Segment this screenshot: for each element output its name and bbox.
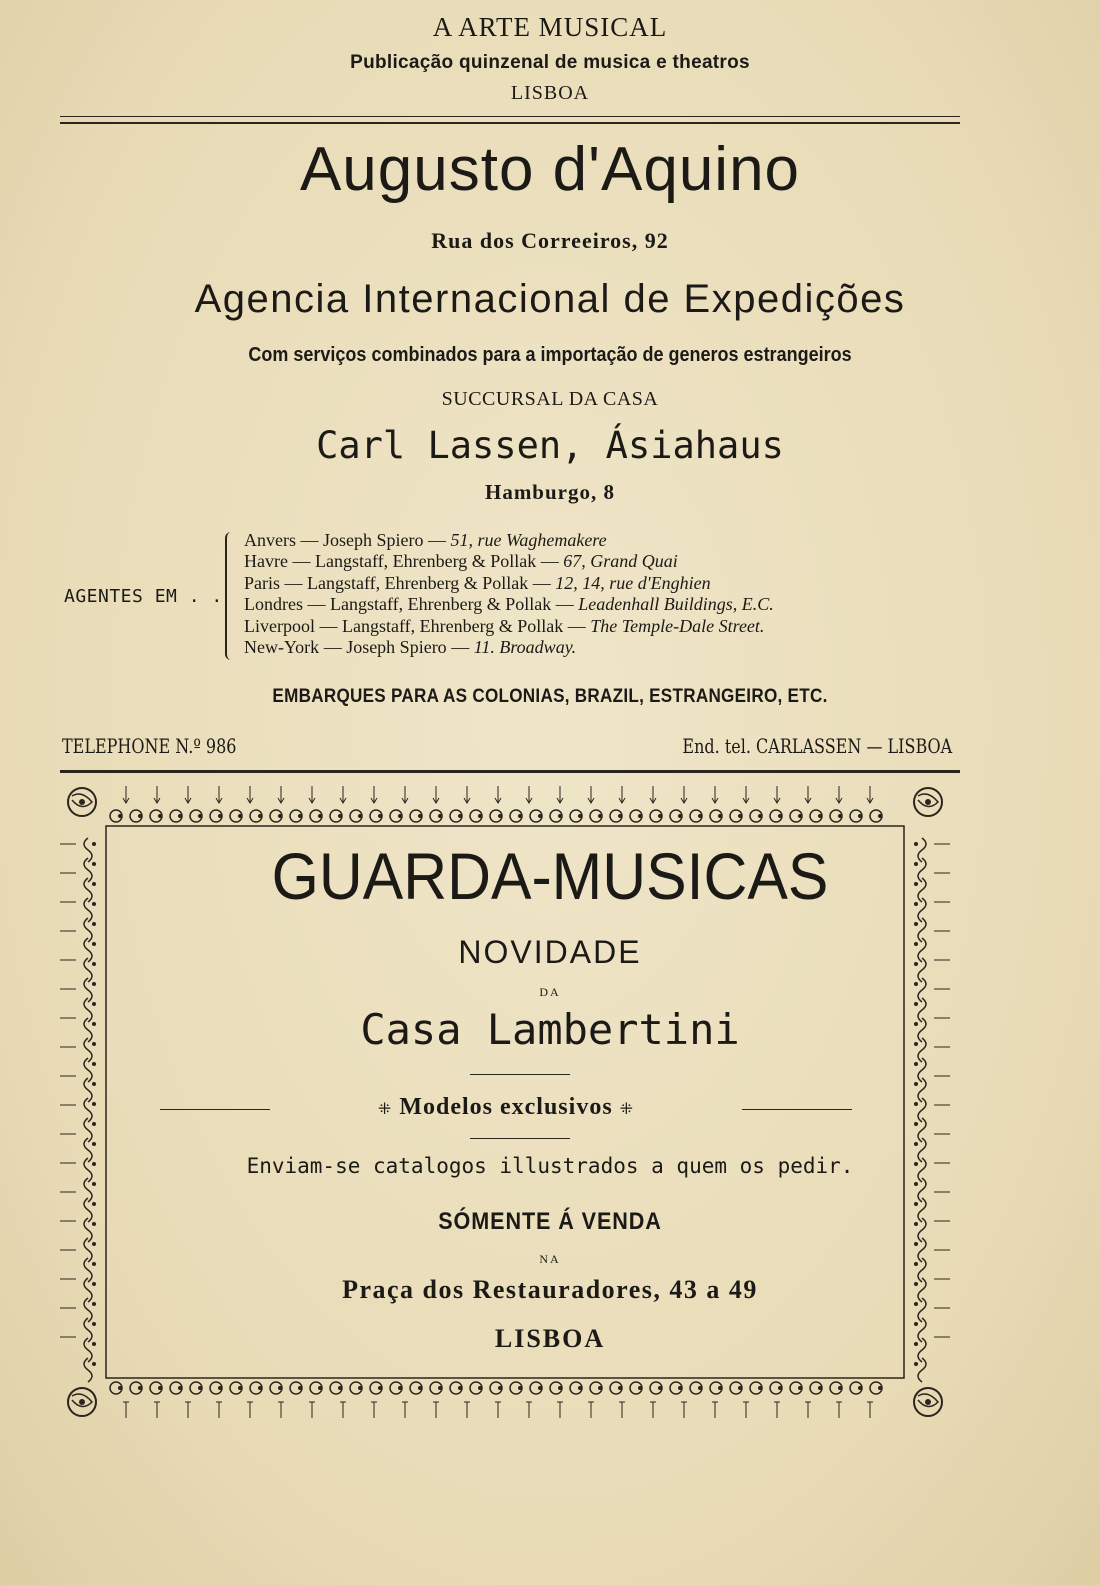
firm-name: Casa Lambertini	[360, 1005, 740, 1054]
telephone-number: TELEPHONE N.º 986	[62, 734, 237, 758]
agents-brace	[225, 532, 237, 660]
shipping-line: EMBARQUES PARA AS COLONIAS, BRAZIL, ESTRANGEIRO, ETC.	[272, 686, 828, 707]
da-label: DA	[539, 985, 561, 999]
list-item: Havre — Langstaff, Ehrenberg & Pollak — 67, Grand Quai	[244, 551, 678, 572]
novidade-label: NOVIDADE	[458, 934, 642, 970]
agents-label: AGENTES EM . .	[64, 586, 223, 607]
succursal-line: SUCCURSAL DA CASA	[441, 388, 659, 410]
agency-title: Agencia Internacional de Expedições	[194, 277, 906, 321]
sold-only-label: SÓMENTE Á VENDA	[438, 1208, 662, 1235]
advert-headline: GUARDA-MUSICAS	[271, 839, 829, 913]
fleuron-icon: ⁜	[377, 1099, 393, 1118]
shop-city: LISBOA	[494, 1324, 606, 1353]
services-line: Com serviços combinados para a importação de generos estrangeiros	[248, 344, 852, 366]
advertiser-street: Rua dos Correeiros, 92	[431, 228, 669, 253]
catalogue-note: Enviam-se catalogos illustrados a quem os pedir.	[246, 1154, 854, 1178]
double-rule	[60, 116, 960, 124]
models-row	[160, 1094, 852, 1124]
parent-address: Hamburgo, 8	[484, 480, 615, 504]
divider	[470, 1074, 570, 1075]
divider	[470, 1138, 570, 1139]
masthead-title: A ARTE MUSICAL	[432, 12, 668, 42]
telegraph-address: End. tel. CARLASSEN — LISBOA	[682, 734, 952, 758]
masthead-subtitle: Publicação quinzenal de musica e theatros	[350, 52, 750, 73]
list-item: Londres — Langstaff, Ehrenberg & Pollak — Leadenhall Buildings, E.C.	[244, 594, 774, 615]
parent-firm: Carl Lassen, Ásiahaus	[316, 424, 784, 467]
models-label: Modelos exclusivos	[399, 1094, 613, 1120]
list-item: Liverpool — Langstaff, Ehrenberg & Pollak — The Temple-Dale Street.	[244, 615, 765, 636]
fleuron-icon: ⁜	[619, 1099, 635, 1118]
list-item: New-York — Joseph Spiero — 11. Broadway.	[244, 637, 577, 658]
shop-address: Praça dos Restauradores, 43 a 49	[342, 1275, 758, 1304]
list-item: Paris — Langstaff, Ehrenberg & Pollak — 12, 14, rue d'Enghien	[244, 572, 711, 593]
list-item: Anvers — Joseph Spiero — 51, rue Waghemakere	[244, 530, 607, 550]
advertiser-name: Augusto d'Aquino	[299, 135, 801, 204]
na-label: NA	[539, 1252, 561, 1266]
agents-list	[244, 530, 774, 658]
section-rule	[60, 770, 960, 773]
masthead-city: LISBOA	[510, 82, 590, 104]
